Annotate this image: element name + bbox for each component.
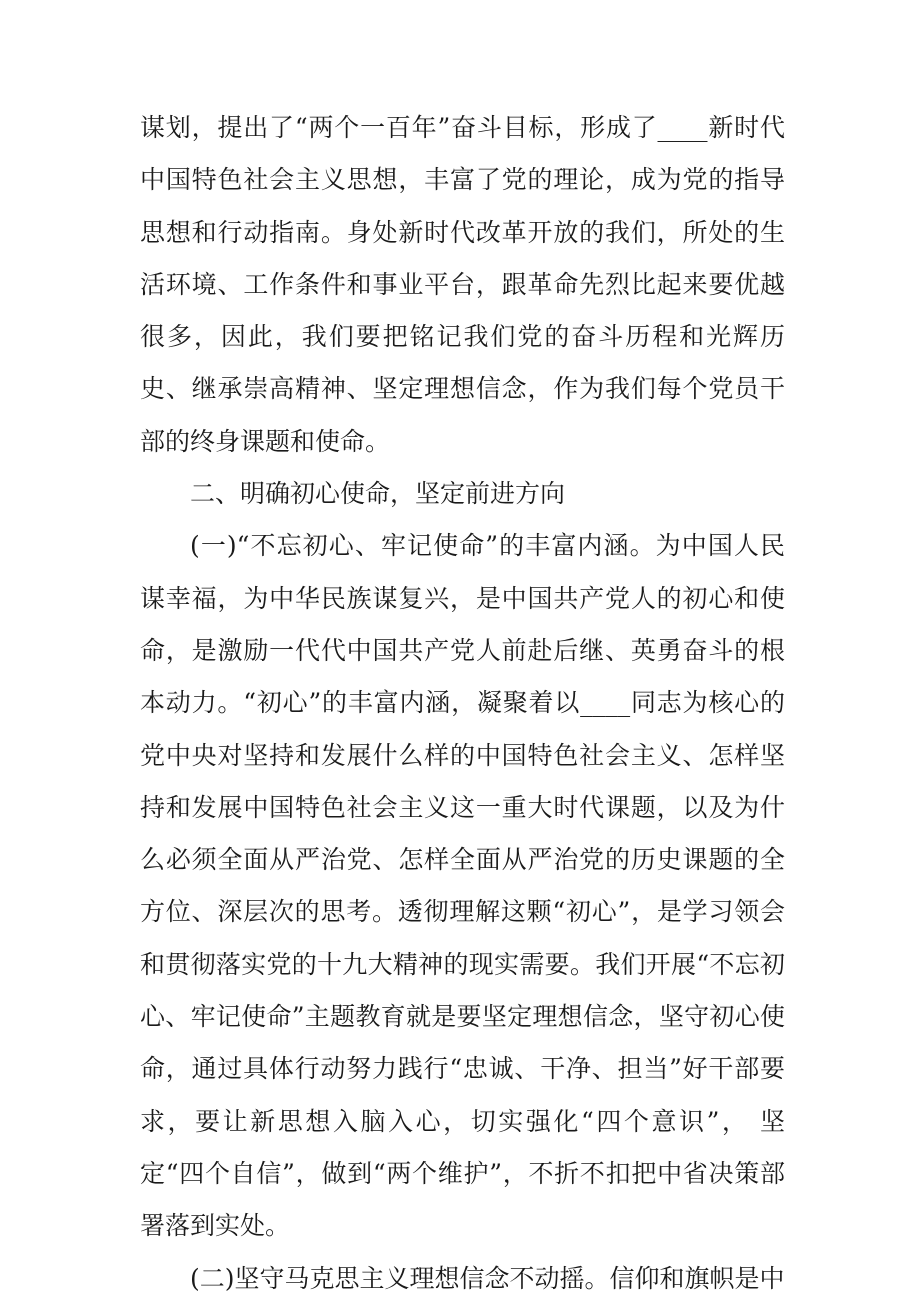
paragraph-continuation: 谋划，提出了“两个一百年”奋斗目标，形成了____新时代中国特色社会主义思想，丰富了党的理论，成为党的指导思想和行动指南。身处新时代改革开放的我们，所处的生活环境、工作条件和事业平台，跟革命先烈比起来要优越很多，因此，我们要把铭记我们党的奋斗历程和光辉历史、继承崇高精神、坚定理想信念，作为我们每个党员干部的终身课题和使命。	[140, 113, 785, 456]
section-heading: 二、明确初心使命，坚定前进方向	[190, 479, 566, 509]
paragraph-subsection-1: (一)“不忘初心、牢记使命”的丰富内涵。为中国人民谋幸福，为中华民族谋复兴，是中国共产党人的初心和使命，是激励一代代中国共产党人前赴后继、英勇奋斗的根本动力。“初心”的丰富内涵，凝聚着以____同志为核心的党中央对坚持和发展什么样的中国特色社会主义、怎样坚持和发展中国特色社会主义这一重大时代课题，以及为什么必须全面从严治党、怎样全面从严治党的历史课题的全方位、深层次的思考。透彻理解这颗“初心”，是学习领会和贯彻落实党的十九大精神的现实需要。我们开展“不忘初心、牢记使命”主题教育就是要坚定理想信念，坚守初心使命，通过具体行动努力践行“忠诚、干净、担当”好干部要求，要让新思想入脑入心，切实强化“四个意识”， 坚定“四个自信”，做到“两个维护”，不折不扣把中省决策部署落到实处。	[140, 531, 785, 1241]
document-body	[140, 102, 785, 1305]
paragraph-subsection-2: (二)坚守马克思主义理想信念不动摇。信仰和旗帜是中	[190, 1263, 785, 1293]
